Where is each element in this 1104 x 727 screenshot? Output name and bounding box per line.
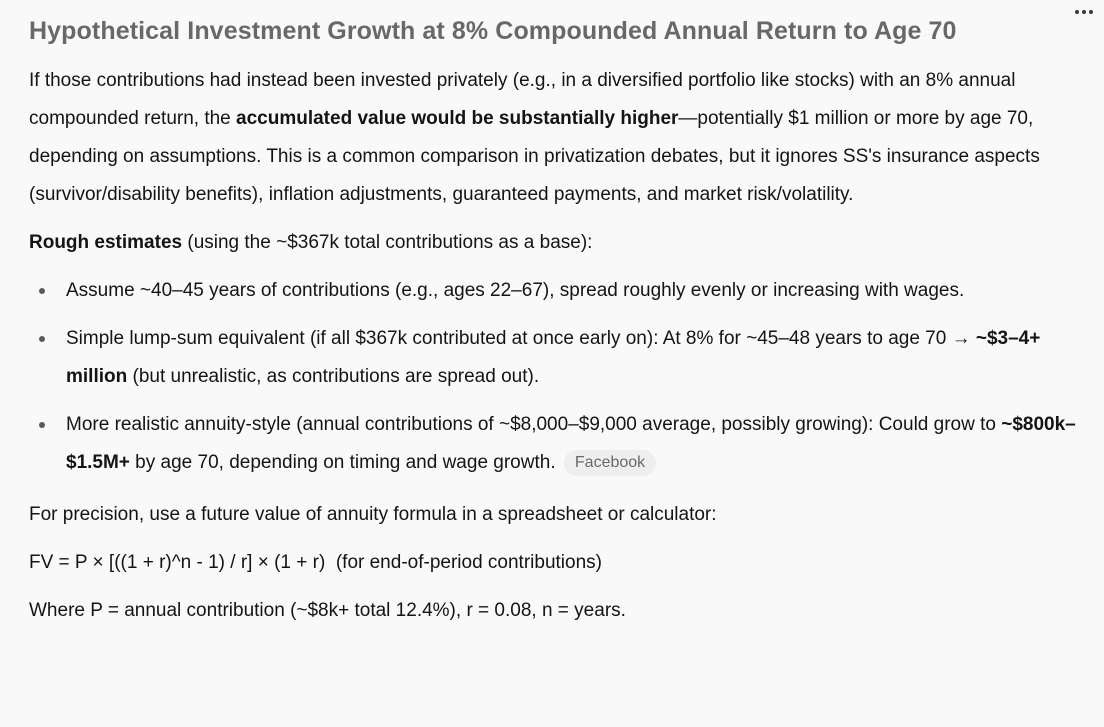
section-heading: Hypothetical Investment Growth at 8% Compounded Annual Return to Age 70 [29,17,957,45]
bullet-icon [39,288,45,294]
list-item-text [66,414,1076,473]
estimates-list [29,272,1079,482]
rough-estimates-text: (using the ~$367k total contributions as a base): [182,232,593,253]
where-paragraph: Where P = annual contribution (~$8k+ total 12.4%), r = 0.08, n = years. [29,600,626,621]
precision-paragraph: For precision, use a future value of annuity formula in a spreadsheet or calculator: [29,504,717,525]
list-item-bold: ~$3–4+ million [66,328,1041,387]
list-item-text-after: by age 70, depending on timing and wage growth. [129,452,556,473]
list-item-text-after: (but unrealistic, as contributions are spread out). [127,366,540,387]
list-item [29,320,1079,396]
intro-text-2: —potentially $1 million or more by age 70, depending on assumptions. This is a common comparison in privatization debates, but it ignores SS's insurance aspects (survivor/disability benefits), inflation adjustments, guaranteed payments, and market risk/volatility. [29,108,1040,205]
intro-paragraph [29,62,1079,214]
intro-text-1: If those contributions had instead been invested privately (e.g., in a diversified portfolio like stocks) with an 8% annual compounded return, the [29,70,1016,129]
rough-estimates-paragraph [29,224,1079,262]
rough-estimates-label: Rough estimates [29,232,183,253]
intro-bold-text: accumulated value would be substantially higher [236,108,679,129]
list-item [29,272,1079,310]
bullet-icon [39,336,45,342]
menu-dot [1082,10,1086,14]
bullet-icon [39,422,45,428]
formula-paragraph: FV = P × [((1 + r)^n - 1) / r] × (1 + r) (for end-of-period contributions) [29,552,602,573]
list-item-bold: ~$800k–$1.5M+ [66,414,1076,473]
list-item-text [66,328,1040,387]
source-chip-facebook[interactable]: Facebook [564,450,656,476]
list-item-text: Assume ~40–45 years of contributions (e.g., ages 22–67), spread roughly evenly or increasing with wages. [66,280,965,301]
list-item-text-before: More realistic annuity-style (annual contributions of ~$8,000–$9,000 average, possibly growing): Could grow to [66,414,1002,435]
response-content [29,0,1079,630]
menu-dot [1089,10,1093,14]
list-item [29,406,1079,482]
list-item-text-before: Simple lump-sum equivalent (if all $367k contributed at once early on): At 8% for ~45–48 years to age 70 → [66,328,976,349]
